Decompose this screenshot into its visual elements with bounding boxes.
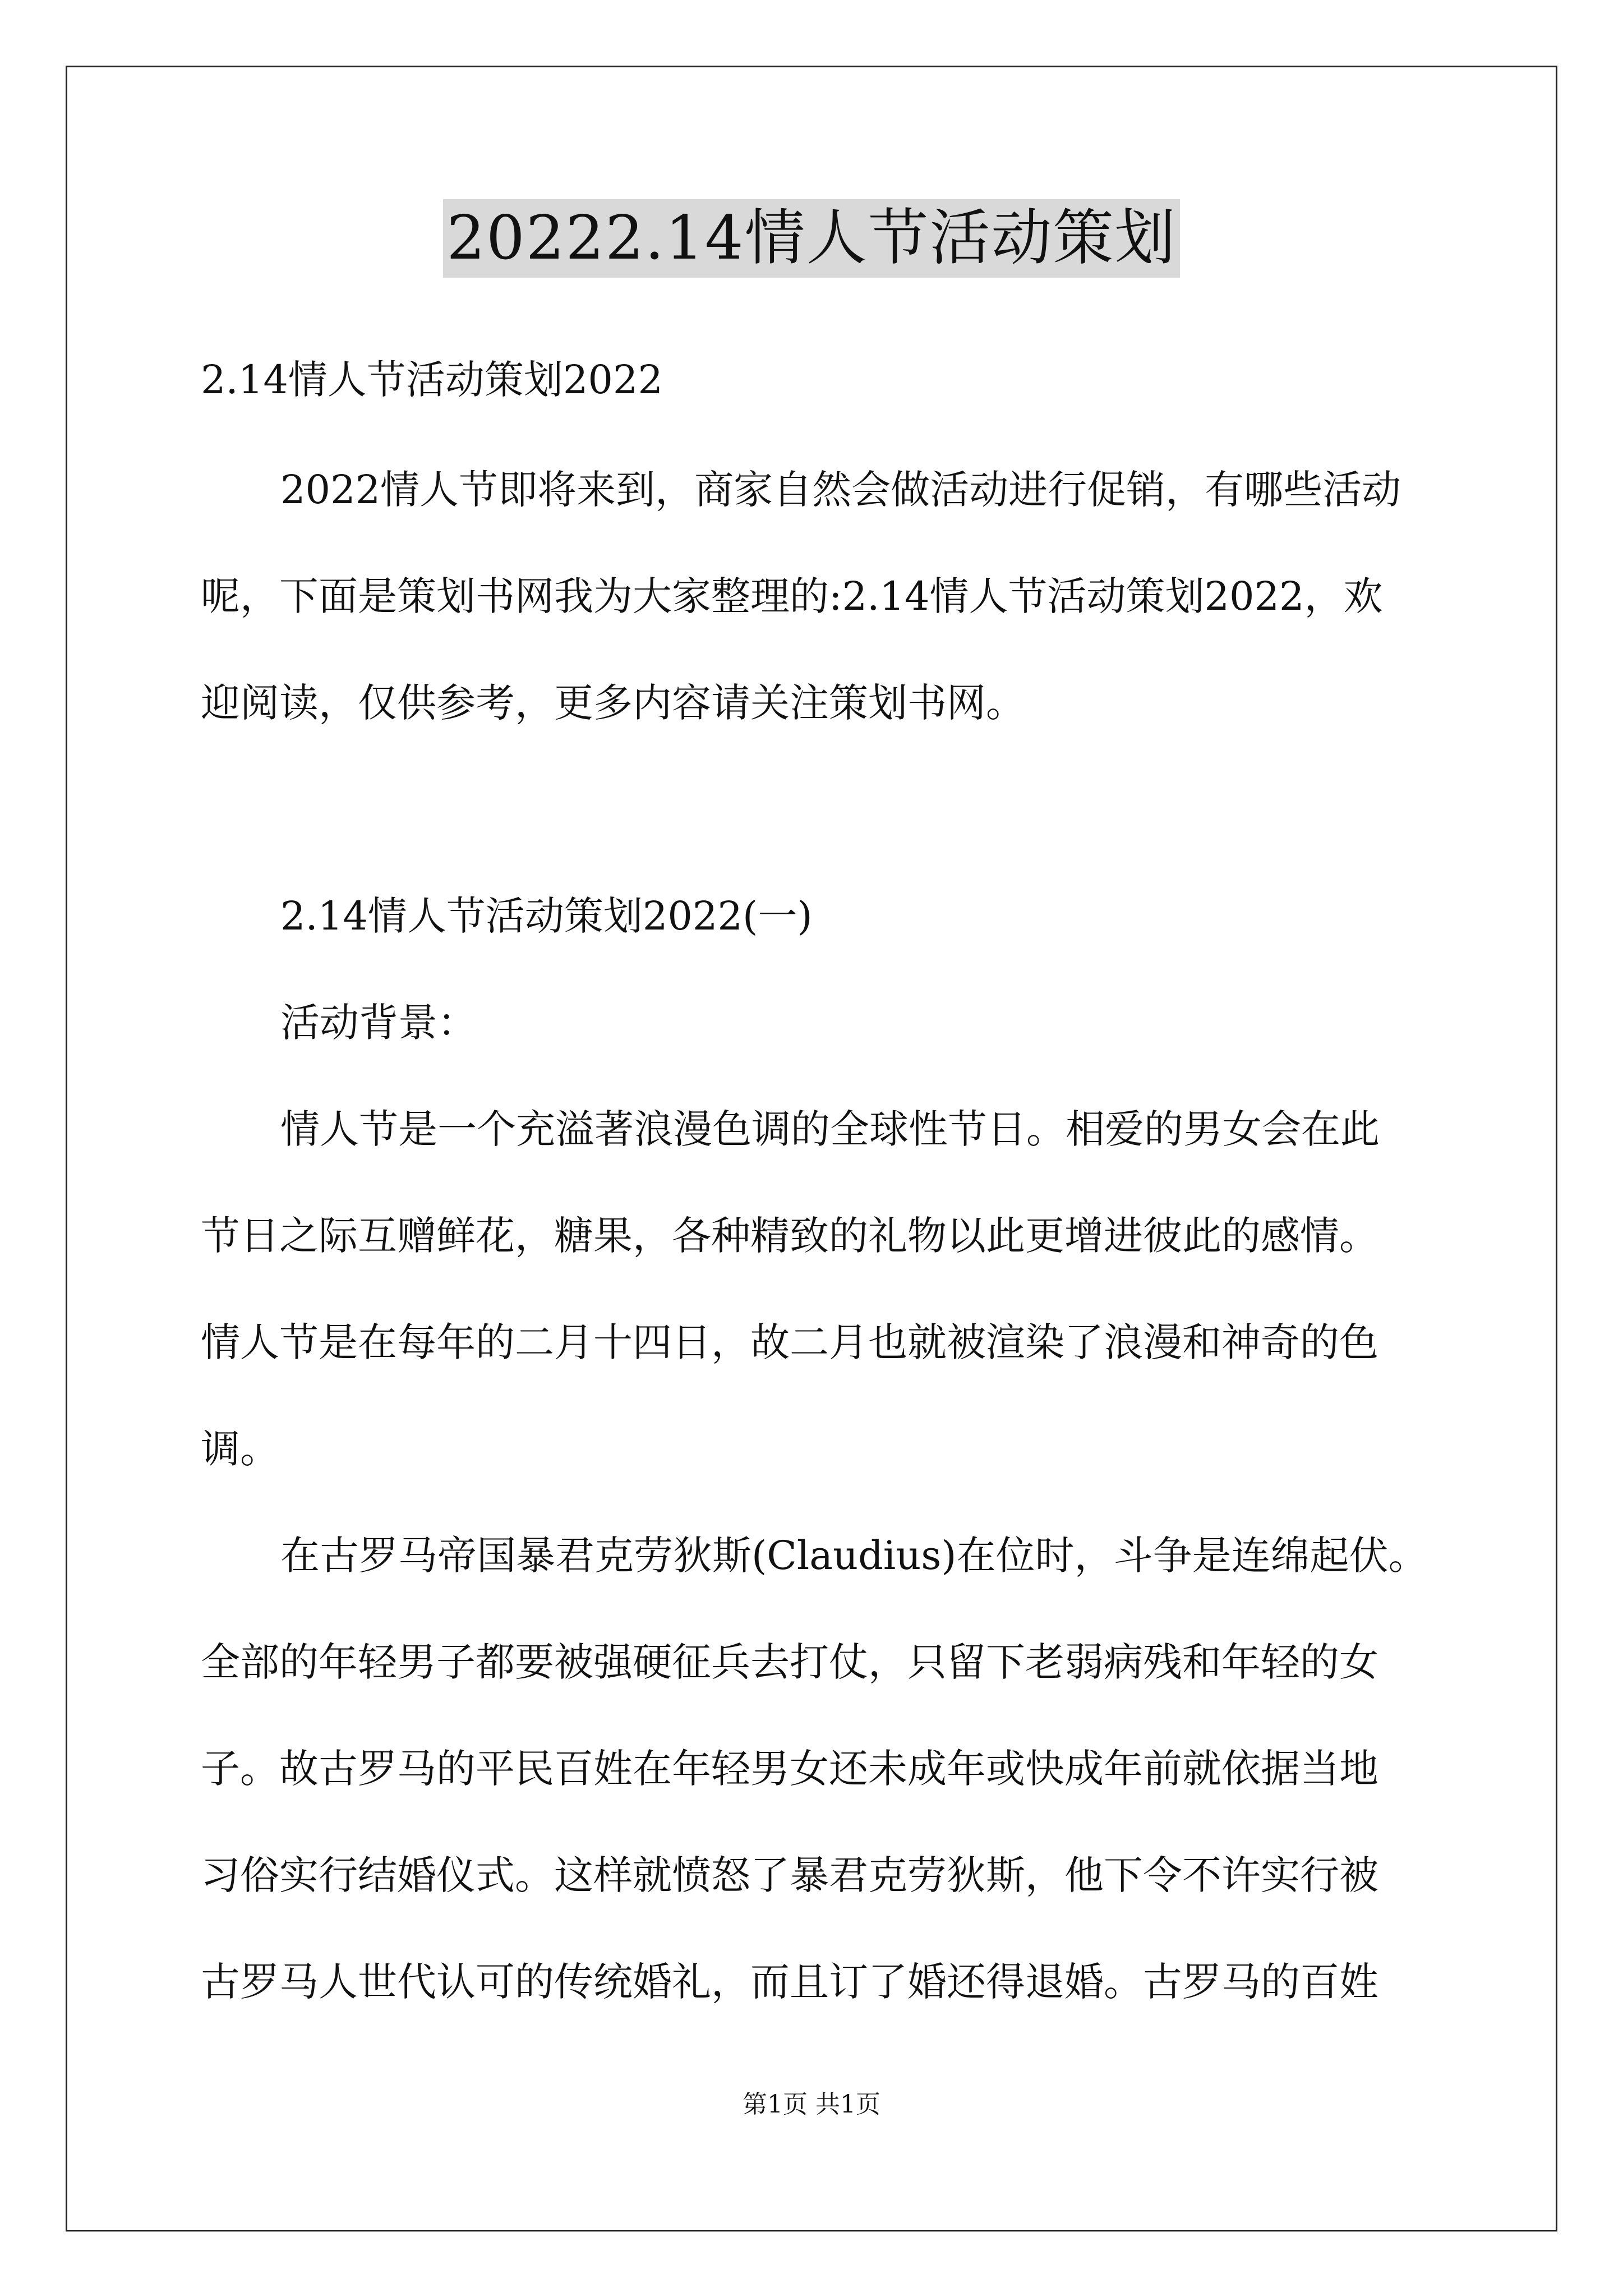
- paragraph-line: 古罗马人世代认可的传统婚礼，而且订了婚还得退婚。古罗马的百姓: [201, 1959, 1378, 2005]
- paragraph-line: 呢，下面是策划书网我为大家整理的:2.14情人节活动策划2022，欢: [201, 573, 1383, 619]
- paragraph-line: 在古罗马帝国暴君克劳狄斯(Claudius)在位时，斗争是连绵起伏。: [280, 1533, 1428, 1579]
- paragraph-line: 全部的年轻男子都要被强硬征兵去打仗，只留下老弱病残和年轻的女: [201, 1639, 1378, 1685]
- paragraph-line: 迎阅读，仅供参考，更多内容请关注策划书网。: [201, 680, 1025, 726]
- paragraph-line: 习俗实行结婚仪式。这样就愤怒了暴君克劳狄斯，他下令不许实行被: [201, 1852, 1378, 1898]
- page-footer: 第1页 共1页: [743, 2090, 880, 2119]
- paragraph-line: 节日之际互赠鲜花，糖果，各种精致的礼物以此更增进彼此的感情。: [201, 1213, 1378, 1259]
- section-heading: 2.14情人节活动策划2022(一): [280, 893, 813, 939]
- paragraph-line: 调。: [201, 1426, 279, 1472]
- paragraph-line: 情人节是一个充溢著浪漫色调的全球性节日。相爱的男女会在此: [280, 1106, 1380, 1152]
- paragraph-line: 情人节是在每年的二月十四日，故二月也就被渲染了浪漫和神奇的色: [201, 1319, 1378, 1365]
- section-label: 活动背景：: [280, 1000, 477, 1046]
- document-title: 20222.14情人节活动策划: [443, 199, 1179, 278]
- paragraph-line: 子。故古罗马的平民百姓在年轻男女还未成年或快成年前就依据当地: [201, 1746, 1378, 1792]
- title-container: [0, 199, 1623, 278]
- document-subtitle: 2.14情人节活动策划2022: [201, 357, 663, 403]
- paragraph-line: 2022情人节即将来到，商家自然会做活动进行促销，有哪些活动: [280, 467, 1401, 513]
